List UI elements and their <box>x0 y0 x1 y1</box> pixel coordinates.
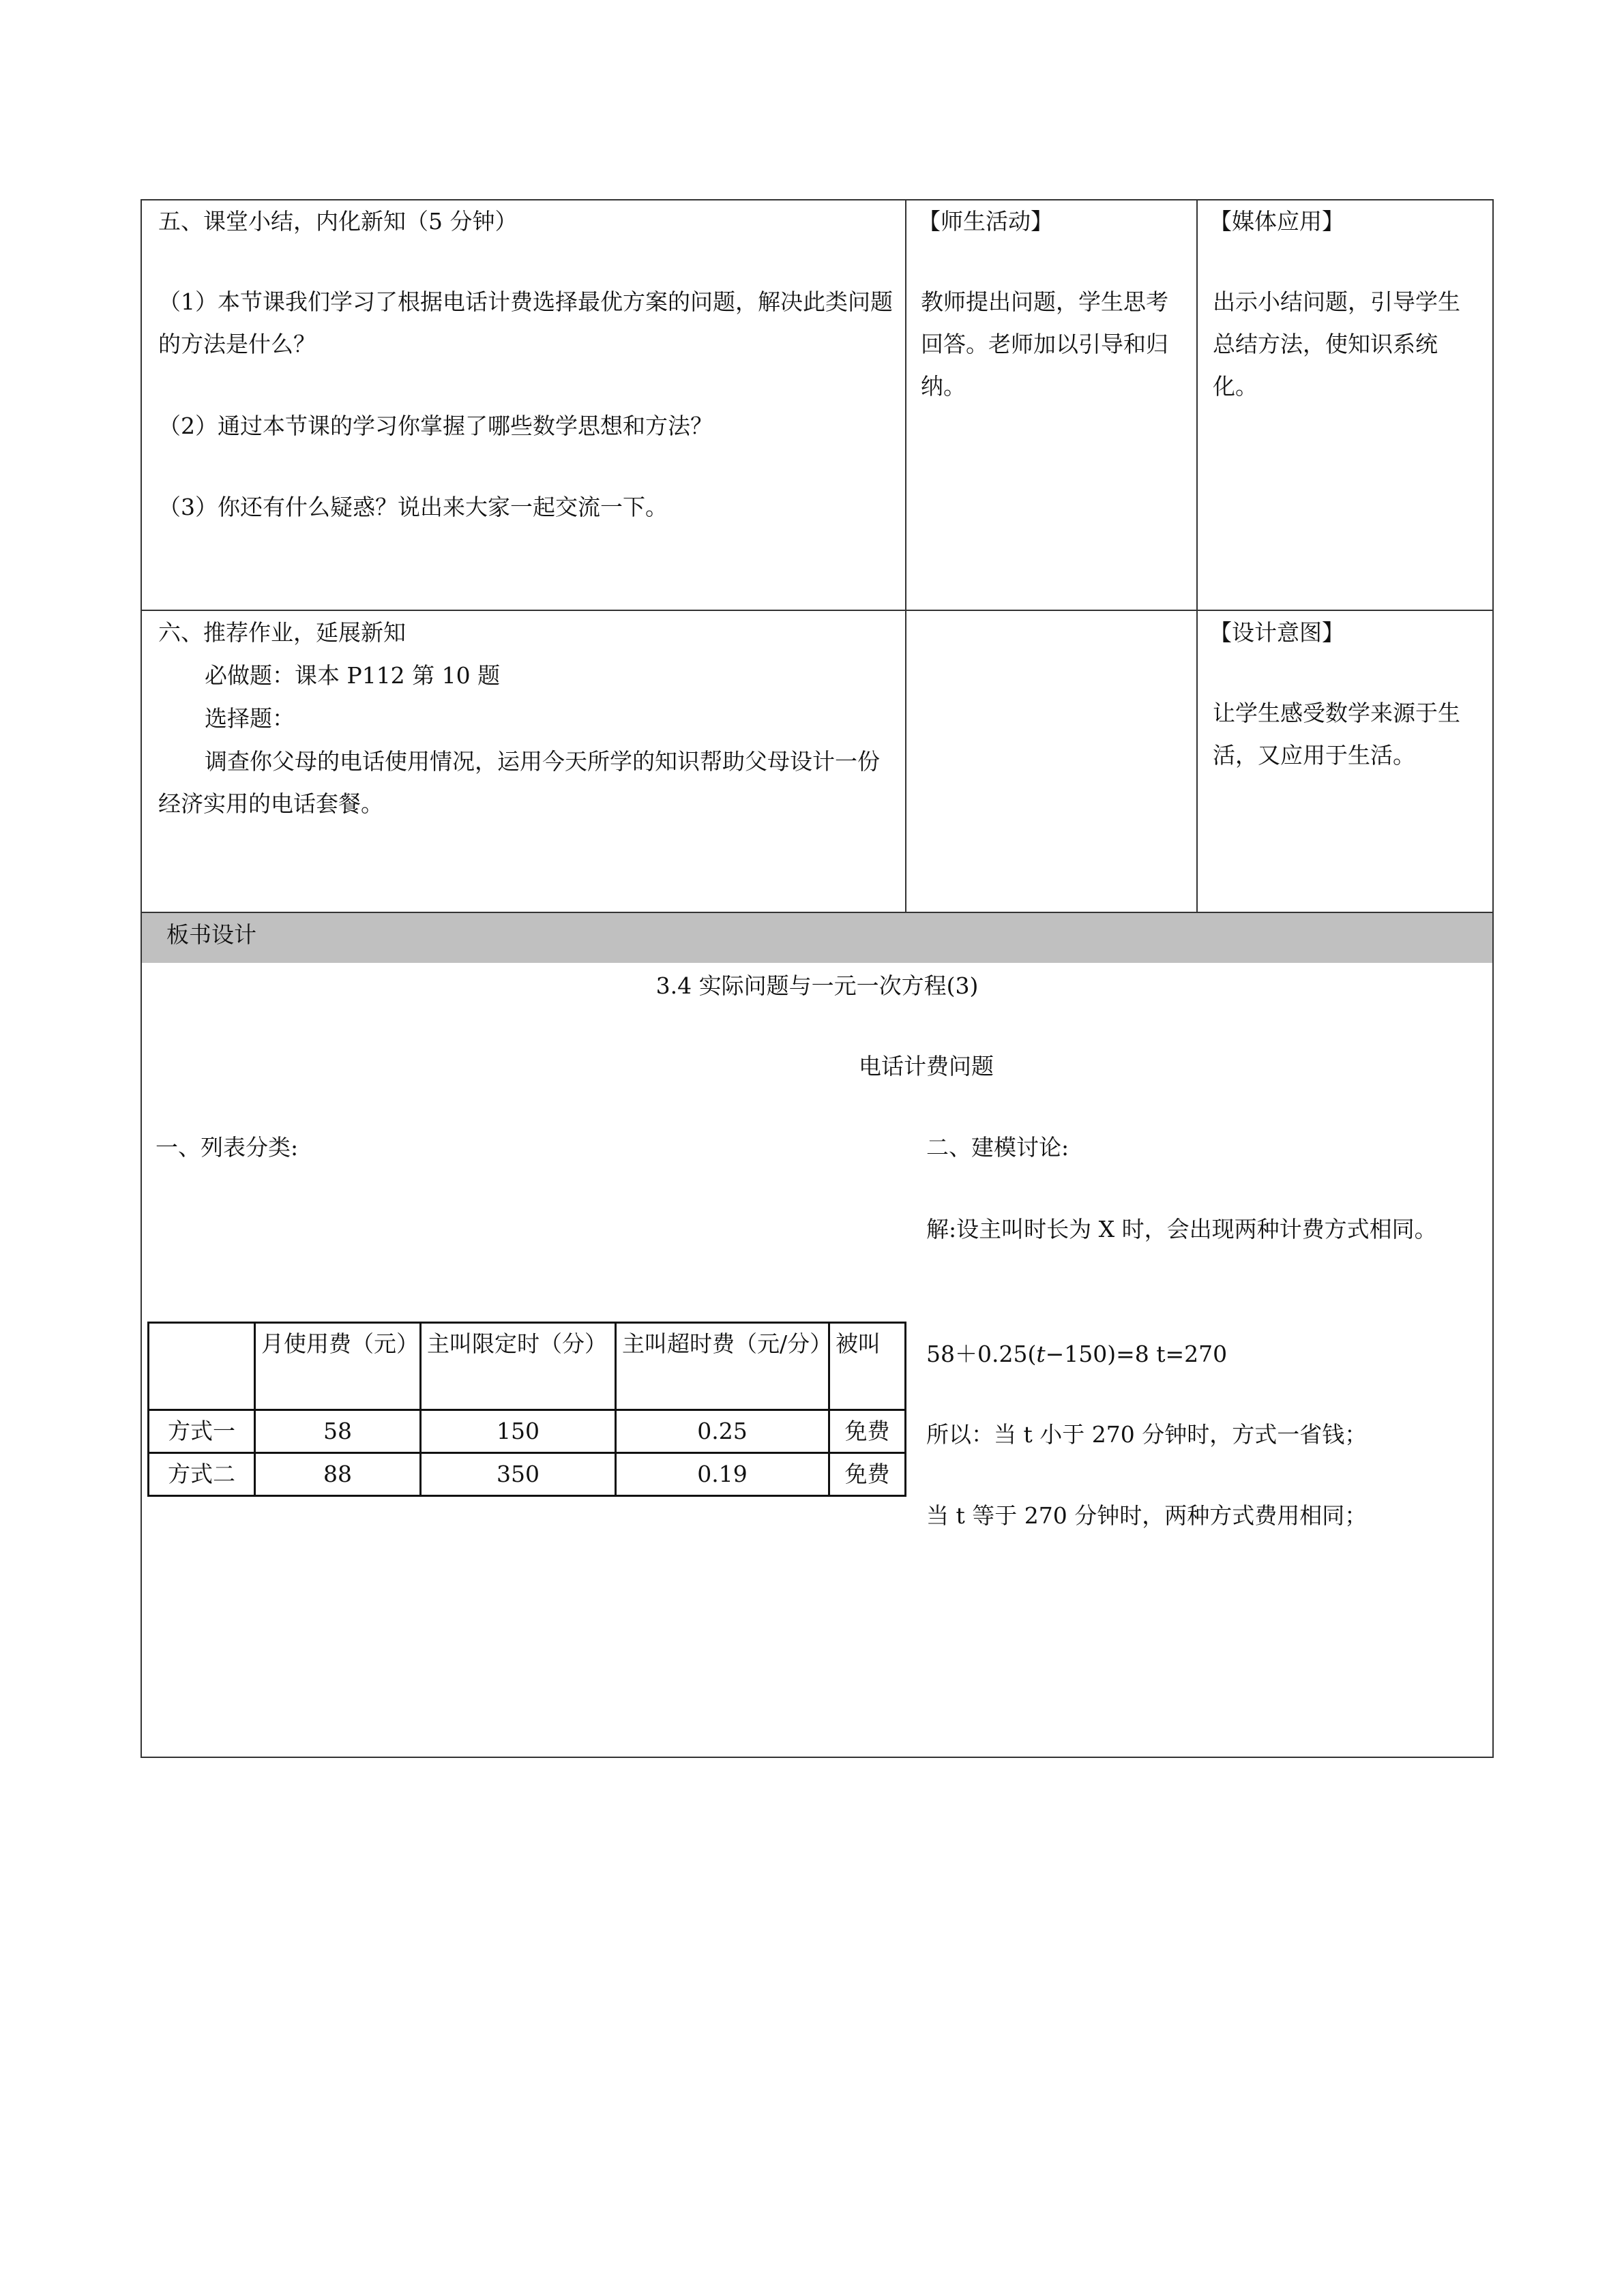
equation <box>926 1333 1227 1375</box>
table-row <box>149 1453 906 1496</box>
conclusion-1: 所以：当 t 小于 270 分钟时，方式一省钱； <box>926 1421 1368 1448</box>
table-header-cell: 月使用费（元） <box>255 1323 421 1410</box>
column-divider <box>905 199 906 912</box>
modeling-discussion-heading: 二、建模讨论: <box>926 1134 1069 1161</box>
table-cell: 0.19 <box>616 1453 829 1496</box>
column-divider <box>1196 199 1198 912</box>
lesson-title: 3.4 实际问题与一元一次方程(3) <box>655 972 979 999</box>
media-text: 出示小结问题，引导学生总结方法，使知识系统化。 <box>1213 288 1460 400</box>
table-cell: 88 <box>255 1453 421 1496</box>
section5-title: 五、课堂小结，内化新知（5 分钟） <box>158 208 518 235</box>
homework-task: 调查你父母的电话使用情况，运用今天所学的知识帮助父母设计一份经济实用的电话套餐。 <box>158 748 880 817</box>
activity-text: 教师提出问题，学生思考回答。老师加以引导和归纳。 <box>921 288 1168 400</box>
conclusion-2: 当 t 等于 270 分钟时，两种方式费用相同； <box>926 1502 1368 1529</box>
table-header-row <box>149 1323 906 1410</box>
section5-question-2: （2）通过本节课的学习你掌握了哪些数学思想和方法？ <box>158 413 713 439</box>
list-classification-heading: 一、列表分类: <box>156 1134 299 1161</box>
board-design-label: 板书设计 <box>166 921 256 948</box>
design-text: 让学生感受数学来源于生活，又应用于生活。 <box>1213 700 1460 769</box>
equation-part-b: −150)=8 t=270 <box>1045 1341 1228 1367</box>
table-header-cell: 主叫限定时（分） <box>421 1323 616 1410</box>
table-cell: 0.25 <box>616 1410 829 1453</box>
table-cell: 58 <box>255 1410 421 1453</box>
section5-question-3: （3）你还有什么疑惑？说出来大家一起交流一下。 <box>158 494 668 520</box>
table-cell: 免费 <box>829 1410 906 1453</box>
fee-comparison-table <box>147 1322 906 1497</box>
table-header-cell <box>149 1323 255 1410</box>
table-cell: 免费 <box>829 1453 906 1496</box>
board-subtitle: 电话计费问题 <box>859 1053 994 1079</box>
equation-variable: t <box>1036 1341 1046 1367</box>
table-cell: 方式一 <box>149 1410 255 1453</box>
section6-title: 六、推荐作业，延展新知 <box>158 619 406 646</box>
solution-text: 解:设主叫时长为 X 时，会出现两种计费方式相同。 <box>926 1216 1437 1242</box>
table-cell: 350 <box>421 1453 616 1496</box>
activity-header: 【师生活动】 <box>918 208 1053 235</box>
row-divider <box>141 610 1494 611</box>
table-cell: 150 <box>421 1410 616 1453</box>
section5-question-1: （1）本节课我们学习了根据电话计费选择最优方案的问题，解决此类问题的方法是什么？ <box>158 288 893 357</box>
table-header-cell: 被叫 <box>829 1323 906 1410</box>
table-cell: 方式二 <box>149 1453 255 1496</box>
media-header: 【媒体应用】 <box>1209 208 1344 235</box>
optional-homework: 选择题： <box>205 705 295 732</box>
design-header: 【设计意图】 <box>1209 619 1344 646</box>
board-design-band <box>142 913 1492 963</box>
required-homework: 必做题：课本 P112 第 10 题 <box>205 662 501 689</box>
equation-part-a: 58＋0.25( <box>926 1341 1037 1367</box>
table-header-cell: 主叫超时费（元/分） <box>616 1323 829 1410</box>
table-row <box>149 1410 906 1453</box>
